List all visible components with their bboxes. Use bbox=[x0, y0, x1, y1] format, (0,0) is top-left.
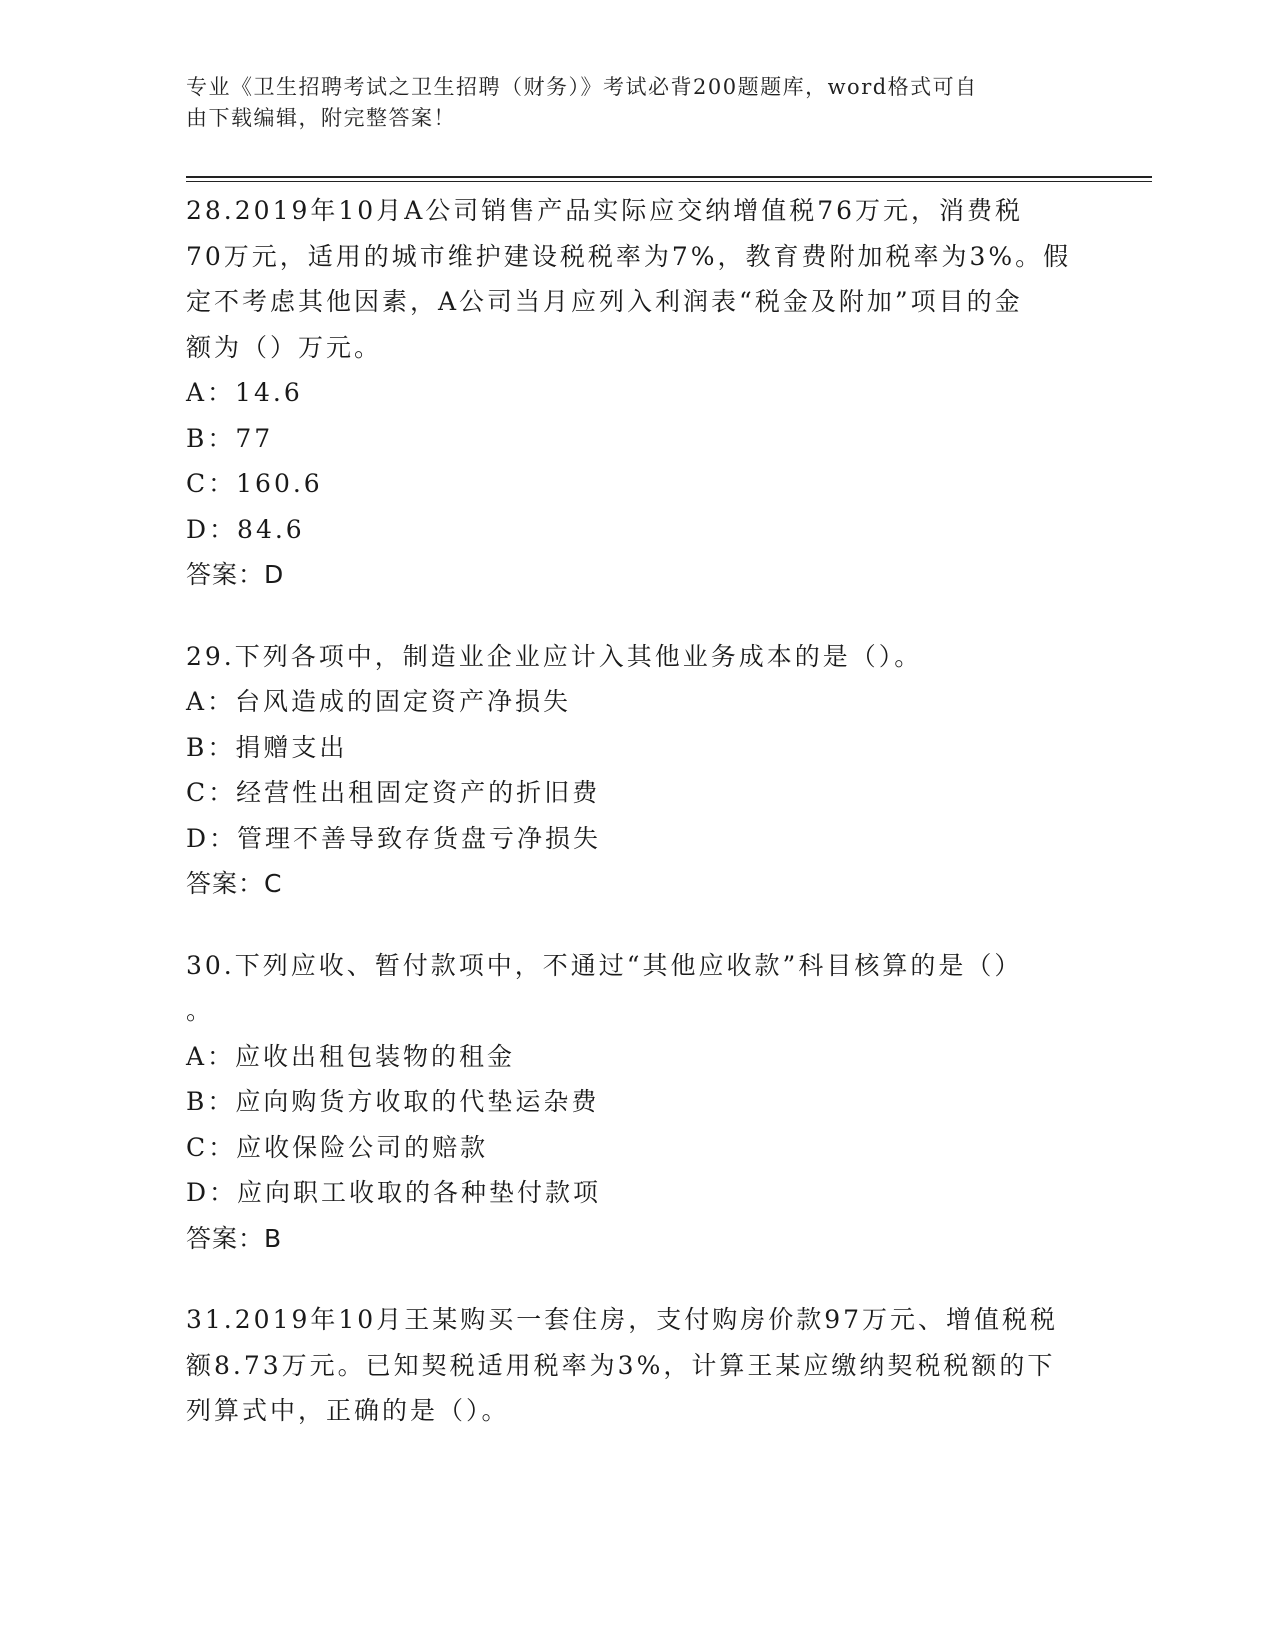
question-list bbox=[186, 188, 1086, 1470]
question-29 bbox=[186, 634, 1086, 907]
question-stem-line: 。 bbox=[186, 996, 215, 1025]
header-divider-thick bbox=[186, 176, 1152, 178]
answer-line: 答案：D bbox=[186, 560, 285, 589]
question-stem-line: 70万元，适用的城市维护建设税税率为7%，教育费附加税率为3%。假 bbox=[186, 241, 1072, 271]
option-a: A：14.6 bbox=[186, 378, 303, 407]
header-line-1: 专业《卫生招聘考试之卫生招聘（财务）》考试必背200题题库，word格式可自 bbox=[186, 75, 978, 99]
option-a: A：应收出租包装物的租金 bbox=[186, 1041, 516, 1071]
answer-line: 答案：C bbox=[186, 869, 283, 898]
question-stem-line: 28.2019年10月A公司销售产品实际应交纳增值税76万元，消费税 bbox=[186, 196, 1024, 225]
question-31 bbox=[186, 1297, 1086, 1434]
option-b: B：捐赠支出 bbox=[186, 732, 348, 762]
option-d: D：应向职工收取的各种垫付款项 bbox=[186, 1178, 602, 1207]
option-d: D：84.6 bbox=[186, 514, 305, 544]
document-header bbox=[186, 72, 1066, 134]
option-c: C：160.6 bbox=[186, 469, 323, 498]
option-a: A：台风造成的固定资产净损失 bbox=[186, 687, 572, 716]
question-stem-line: 31.2019年10月王某购买一套住房，支付购房价款97万元、增值税税 bbox=[186, 1305, 1059, 1334]
option-c: C：经营性出租固定资产的折旧费 bbox=[186, 778, 601, 807]
question-stem-line: 额8.73万元。已知契税适用税率为3%，计算王某应缴纳契税税额的下 bbox=[186, 1350, 1056, 1380]
question-30 bbox=[186, 943, 1086, 1262]
question-stem-line: 列算式中，正确的是（）。 bbox=[186, 1396, 510, 1425]
option-b: B：应向购货方收取的代垫运杂费 bbox=[186, 1087, 600, 1116]
question-stem-line: 额为（）万元。 bbox=[186, 332, 383, 362]
question-stem-line: 定不考虑其他因素，A公司当月应列入利润表“税金及附加”项目的金 bbox=[186, 287, 1023, 316]
question-stem-line: 29.下列各项中，制造业企业应计入其他业务成本的是（）。 bbox=[186, 641, 923, 671]
header-line-2: 由下载编辑，附完整答案！ bbox=[186, 106, 456, 130]
option-c: C：应收保险公司的赔款 bbox=[186, 1132, 489, 1162]
header-divider-thin bbox=[186, 181, 1152, 182]
question-stem-line: 30.下列应收、暂付款项中，不通过“其他应收款”科目核算的是（） bbox=[186, 950, 1023, 980]
question-28 bbox=[186, 188, 1086, 598]
answer-line: 答案：B bbox=[186, 1223, 283, 1253]
option-b: B：77 bbox=[186, 423, 274, 453]
option-d: D：管理不善导致存货盘亏净损失 bbox=[186, 823, 602, 853]
